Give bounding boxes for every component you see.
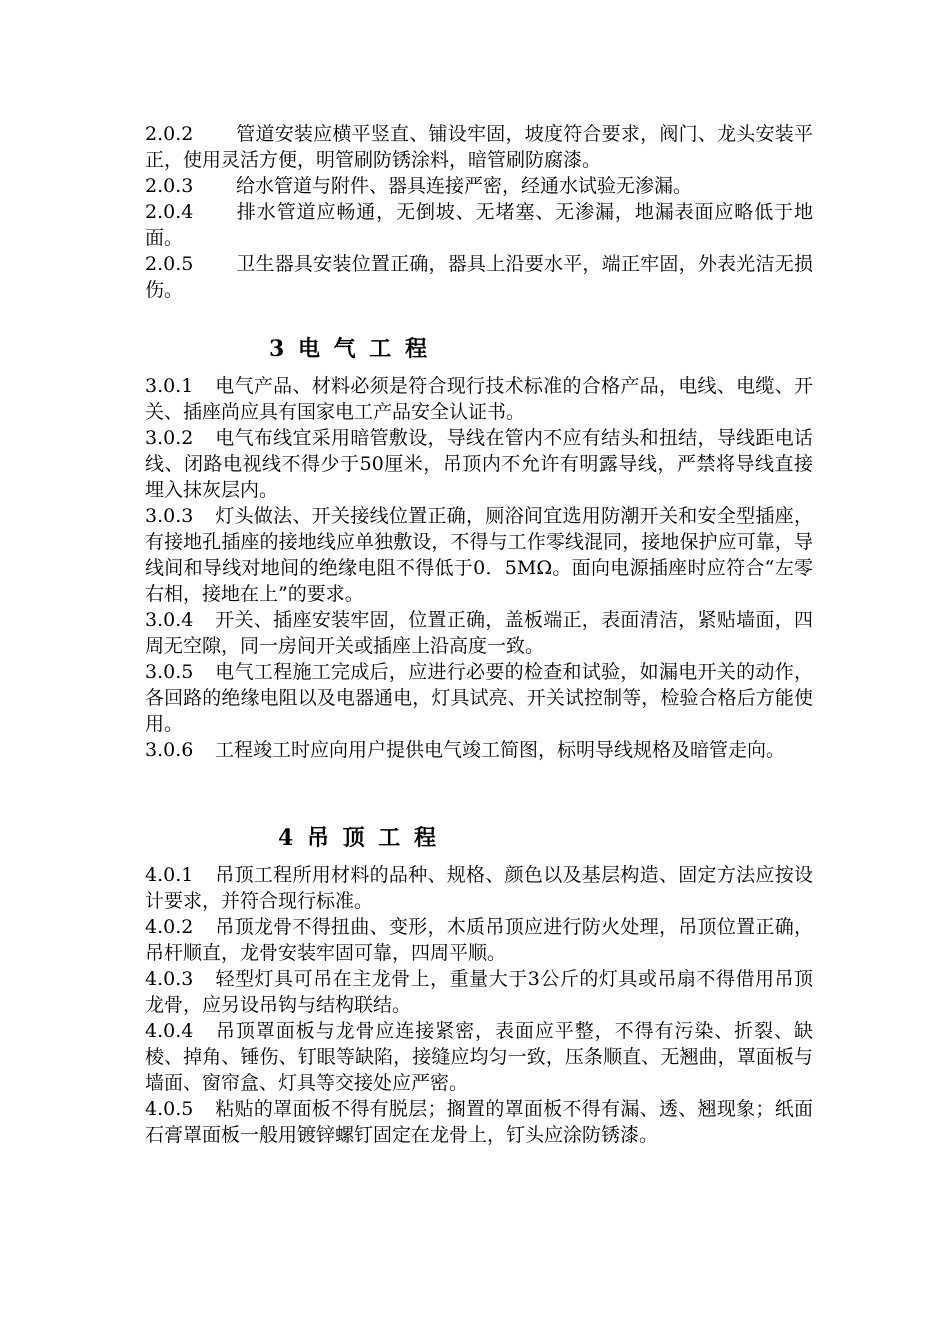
clause-3-0-4: [145, 607, 813, 659]
section-plumbing-items: [145, 121, 813, 303]
clause-number: 3.0.1: [145, 375, 194, 397]
clause-text: 吊顶罩面板与龙骨应连接紧密，表面应平整，不得有污染、折裂、缺棱、掉角、锤伤、钉眼等缺陷，接缝应均匀一致，压条顺直、无翘曲，罩面板与墙面、窗帘盒、灯具等交接处应严密。: [145, 1020, 813, 1094]
clause-2-0-5: [145, 251, 813, 303]
section-electrical-items: [145, 373, 813, 763]
clause-text: 吊顶工程所用材料的品种、规格、颜色以及基层构造、固定方法应按设计要求，并符合现行标准。: [145, 864, 813, 912]
clause-number: 3.0.4: [145, 609, 194, 631]
clause-text: 卫生器具安装位置正确，器具上沿要水平，端正牢固，外表光洁无损伤。: [145, 253, 813, 301]
clause-number: 4.0.5: [145, 1098, 194, 1120]
clause-number: 3.0.2: [145, 427, 194, 449]
clause-text: 轻型灯具可吊在主龙骨上，重量大于3公斤的灯具或吊扇不得借用吊顶龙骨，应另设吊钩与结构联结。: [145, 968, 813, 1016]
clause-4-0-2: [145, 914, 813, 966]
clause-text: 粘贴的罩面板不得有脱层；搁置的罩面板不得有漏、透、翘现象；纸面石膏罩面板一般用镀锌螺钉固定在龙骨上，钉头应涂防锈漆。: [145, 1098, 813, 1146]
clause-number: 4.0.4: [145, 1020, 194, 1042]
clause-number: 3.0.3: [145, 505, 194, 527]
clause-number: 4.0.2: [145, 916, 194, 938]
clause-text: 吊顶龙骨不得扭曲、变形，木质吊顶应进行防火处理，吊顶位置正确，吊杆顺直，龙骨安装牢固可靠，四周平顺。: [145, 916, 813, 964]
clause-text: 灯头做法、开关接线位置正确，厕浴间宜选用防潮开关和安全型插座，有接地孔插座的接地线应单独敷设，不得与工作零线混同，接地保护应可靠，导线间和导线对地间的绝缘电阻不得低于0．5MΩ。面向电源插座时应符合“左零右相，接地在上”的要求。: [145, 505, 813, 605]
document-page: [145, 121, 813, 1148]
clause-text: 给水管道与附件、器具连接严密，经通水试验无渗漏。: [236, 175, 693, 197]
clause-3-0-1: [145, 373, 813, 425]
clause-4-0-5: [145, 1096, 813, 1148]
clause-text: 电气产品、材料必须是符合现行技术标准的合格产品，电线、电缆、开关、插座尚应具有国家电工产品安全认证书。: [145, 375, 813, 423]
clause-text: 电气工程施工完成后，应进行必要的检查和试验，如漏电开关的动作，各回路的绝缘电阻以及电器通电，灯具试亮、开关试控制等，检验合格后方能使用。: [145, 661, 813, 735]
section-ceiling-items: [145, 862, 813, 1148]
section-heading-electrical: 3 电 气 工 程: [269, 336, 430, 362]
clause-number: 4.0.1: [145, 864, 194, 886]
clause-text: 管道安装应横平竖直、铺设牢固，坡度符合要求，阀门、龙头安装平正，使用灵活方便，明管刷防锈涂料，暗管刷防腐漆。: [145, 123, 813, 171]
clause-number: 2.0.2: [145, 123, 194, 145]
clause-text: 排水管道应畅通，无倒坡、无堵塞、无渗漏，地漏表面应略低于地面。: [145, 201, 813, 249]
clause-number: 2.0.4: [145, 201, 194, 223]
clause-3-0-6: [145, 737, 813, 763]
clause-2-0-3: [145, 173, 813, 199]
clause-number: 2.0.3: [145, 175, 194, 197]
clause-3-0-3: [145, 503, 813, 607]
clause-3-0-2: [145, 425, 813, 503]
clause-3-0-5: [145, 659, 813, 737]
clause-4-0-1: [145, 862, 813, 914]
clause-number: 3.0.6: [145, 739, 194, 761]
clause-number: 3.0.5: [145, 661, 194, 683]
clause-number: 2.0.5: [145, 253, 194, 275]
clause-2-0-4: [145, 199, 813, 251]
clause-text: 电气布线宜采用暗管敷设，导线在管内不应有结头和扭结，导线距电话线、闭路电视线不得少于50厘米，吊顶内不允许有明露导线，严禁将导线直接埋入抹灰层内。: [145, 427, 813, 501]
clause-text: 工程竣工时应向用户提供电气竣工简图，标明导线规格及暗管走向。: [215, 739, 786, 761]
clause-text: 开关、插座安装牢固，位置正确，盖板端正，表面清洁，紧贴墙面，四周无空隙，同一房间开关或插座上沿高度一致。: [145, 609, 813, 657]
section-heading-ceiling: 4 吊 顶 工 程: [278, 825, 439, 851]
clause-2-0-2: [145, 121, 813, 173]
clause-number: 4.0.3: [145, 968, 194, 990]
clause-4-0-4: [145, 1018, 813, 1096]
clause-4-0-3: [145, 966, 813, 1018]
